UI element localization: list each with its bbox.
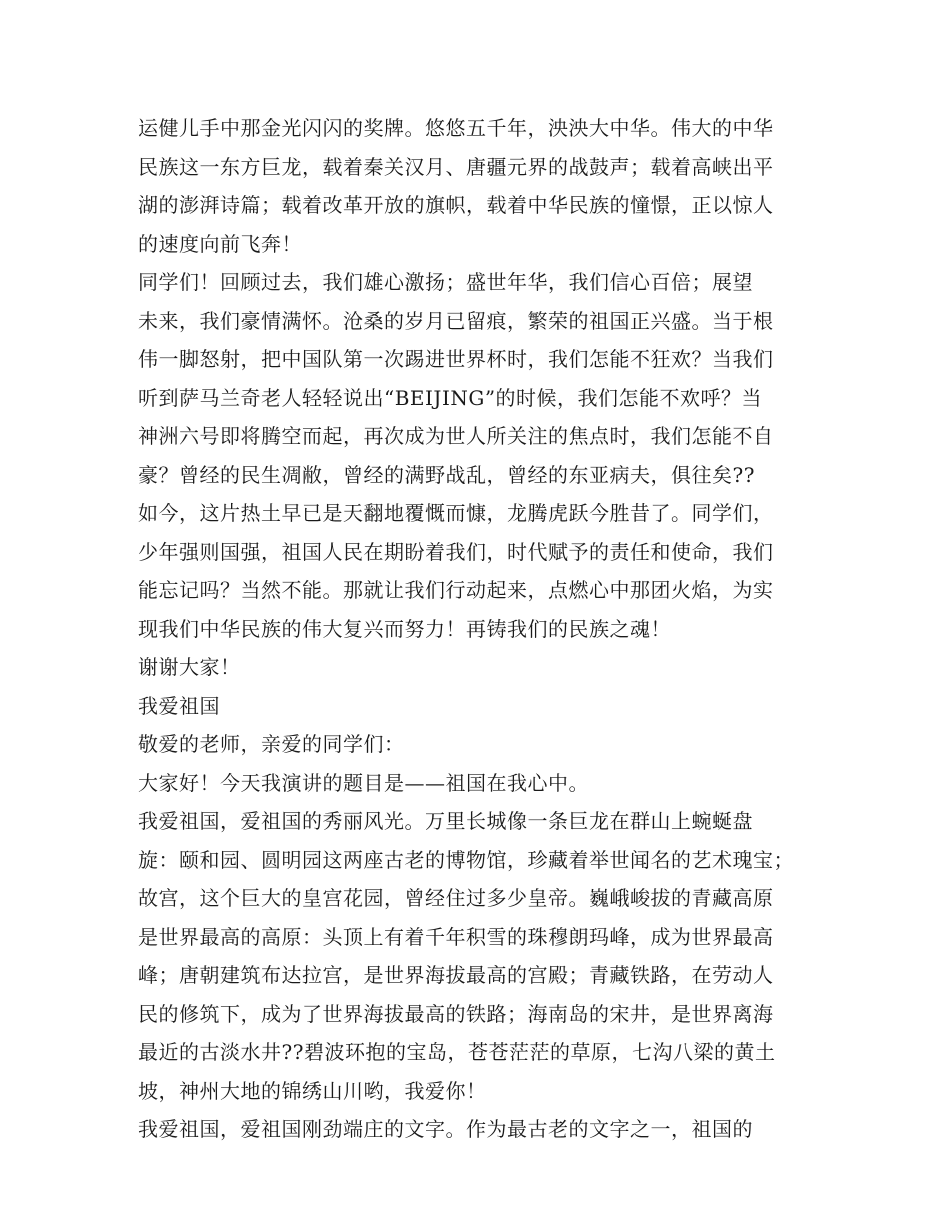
text-line: 豪？曾经的民生凋敝，曾经的满野战乱，曾经的东亚病夫，俱往矣?? [138, 462, 755, 487]
text-line: 是世界最高的高原：头顶上有着千年积雪的珠穆朗玛峰，成为世界最高 [138, 924, 774, 949]
text-line: 最近的古淡水井??碧波环抱的宝岛，苍苍茫茫的草原，七沟八梁的黄土 [138, 1040, 776, 1064]
text-line: 坡，神州大地的锦绣山川哟，我爱你！ [138, 1078, 487, 1103]
text-line: 大家好！今天我演讲的题目是——祖国在我心中。 [138, 770, 589, 795]
text-line: 未来，我们豪情满怀。沧桑的岁月已留痕，繁荣的祖国正兴盛。当于根 [138, 308, 774, 333]
body-text [138, 109, 838, 1149]
text-line: 听到萨马兰奇老人轻轻说出“BEIJING”的时候，我们怎能不欢呼？当 [138, 385, 763, 410]
text-line: 民的修筑下，成为了世界海拔最高的铁路；海南岛的宋井，是世界离海 [138, 1001, 774, 1026]
text-line: 如今，这片热土早已是天翻地覆慨而慷，龙腾虎跃今胜昔了。同学们， [138, 501, 774, 525]
text-line: 神洲六号即将腾空而起，再次成为世人所关注的焦点时，我们怎能不自 [138, 424, 774, 448]
text-line: 湖的澎湃诗篇；载着改革开放的旗帜，载着中华民族的憧憬，正以惊人 [138, 193, 774, 217]
text-line: 少年强则国强，祖国人民在期盼着我们，时代赋予的责任和使命，我们 [138, 539, 774, 564]
text-line: 同学们！回顾过去，我们雄心激扬；盛世年华，我们信心百倍；展望 [138, 270, 753, 294]
text-line: 的速度向前飞奔！ [138, 231, 302, 256]
text-line: 我爱祖国，爱祖国刚劲端庄的文字。作为最古老的文字之一，祖国的 [138, 1117, 753, 1141]
text-line: 现我们中华民族的伟大复兴而努力！再铸我们的民族之魂！ [138, 616, 671, 641]
text-line: 谢谢大家！ [138, 655, 241, 679]
text-line: 民族这一东方巨龙，载着秦关汉月、唐疆元界的战鼓声；载着高峡出平 [138, 154, 774, 179]
text-line: 旋：颐和园、圆明园这两座古老的博物馆，珍藏着举世闻名的艺术瑰宝； [138, 847, 794, 872]
text-line: 伟一脚怒射，把中国队第一次踢进世界杯时，我们怎能不狂欢？当我们 [138, 347, 774, 371]
text-line: 能忘记吗？当然不能。那就让我们行动起来，点燃心中那团火焰，为实 [138, 578, 774, 602]
text-line: 运健儿手中那金光闪闪的奖牌。悠悠五千年，泱泱大中华。伟大的中华 [138, 116, 774, 140]
text-line: 敬爱的老师，亲爱的同学们： [138, 732, 405, 756]
text-line: 我爱祖国 [138, 693, 220, 718]
text-line: 故宫，这个巨大的皇宫花园，曾经住过多少皇帝。巍峨峻拔的青藏高原 [138, 886, 774, 910]
text-line: 我爱祖国，爱祖国的秀丽风光。万里长城像一条巨龙在群山上蜿蜒盘 [138, 809, 753, 833]
text-line: 峰；唐朝建筑布达拉宫，是世界海拔最高的宫殿；青藏铁路，在劳动人 [138, 963, 774, 987]
